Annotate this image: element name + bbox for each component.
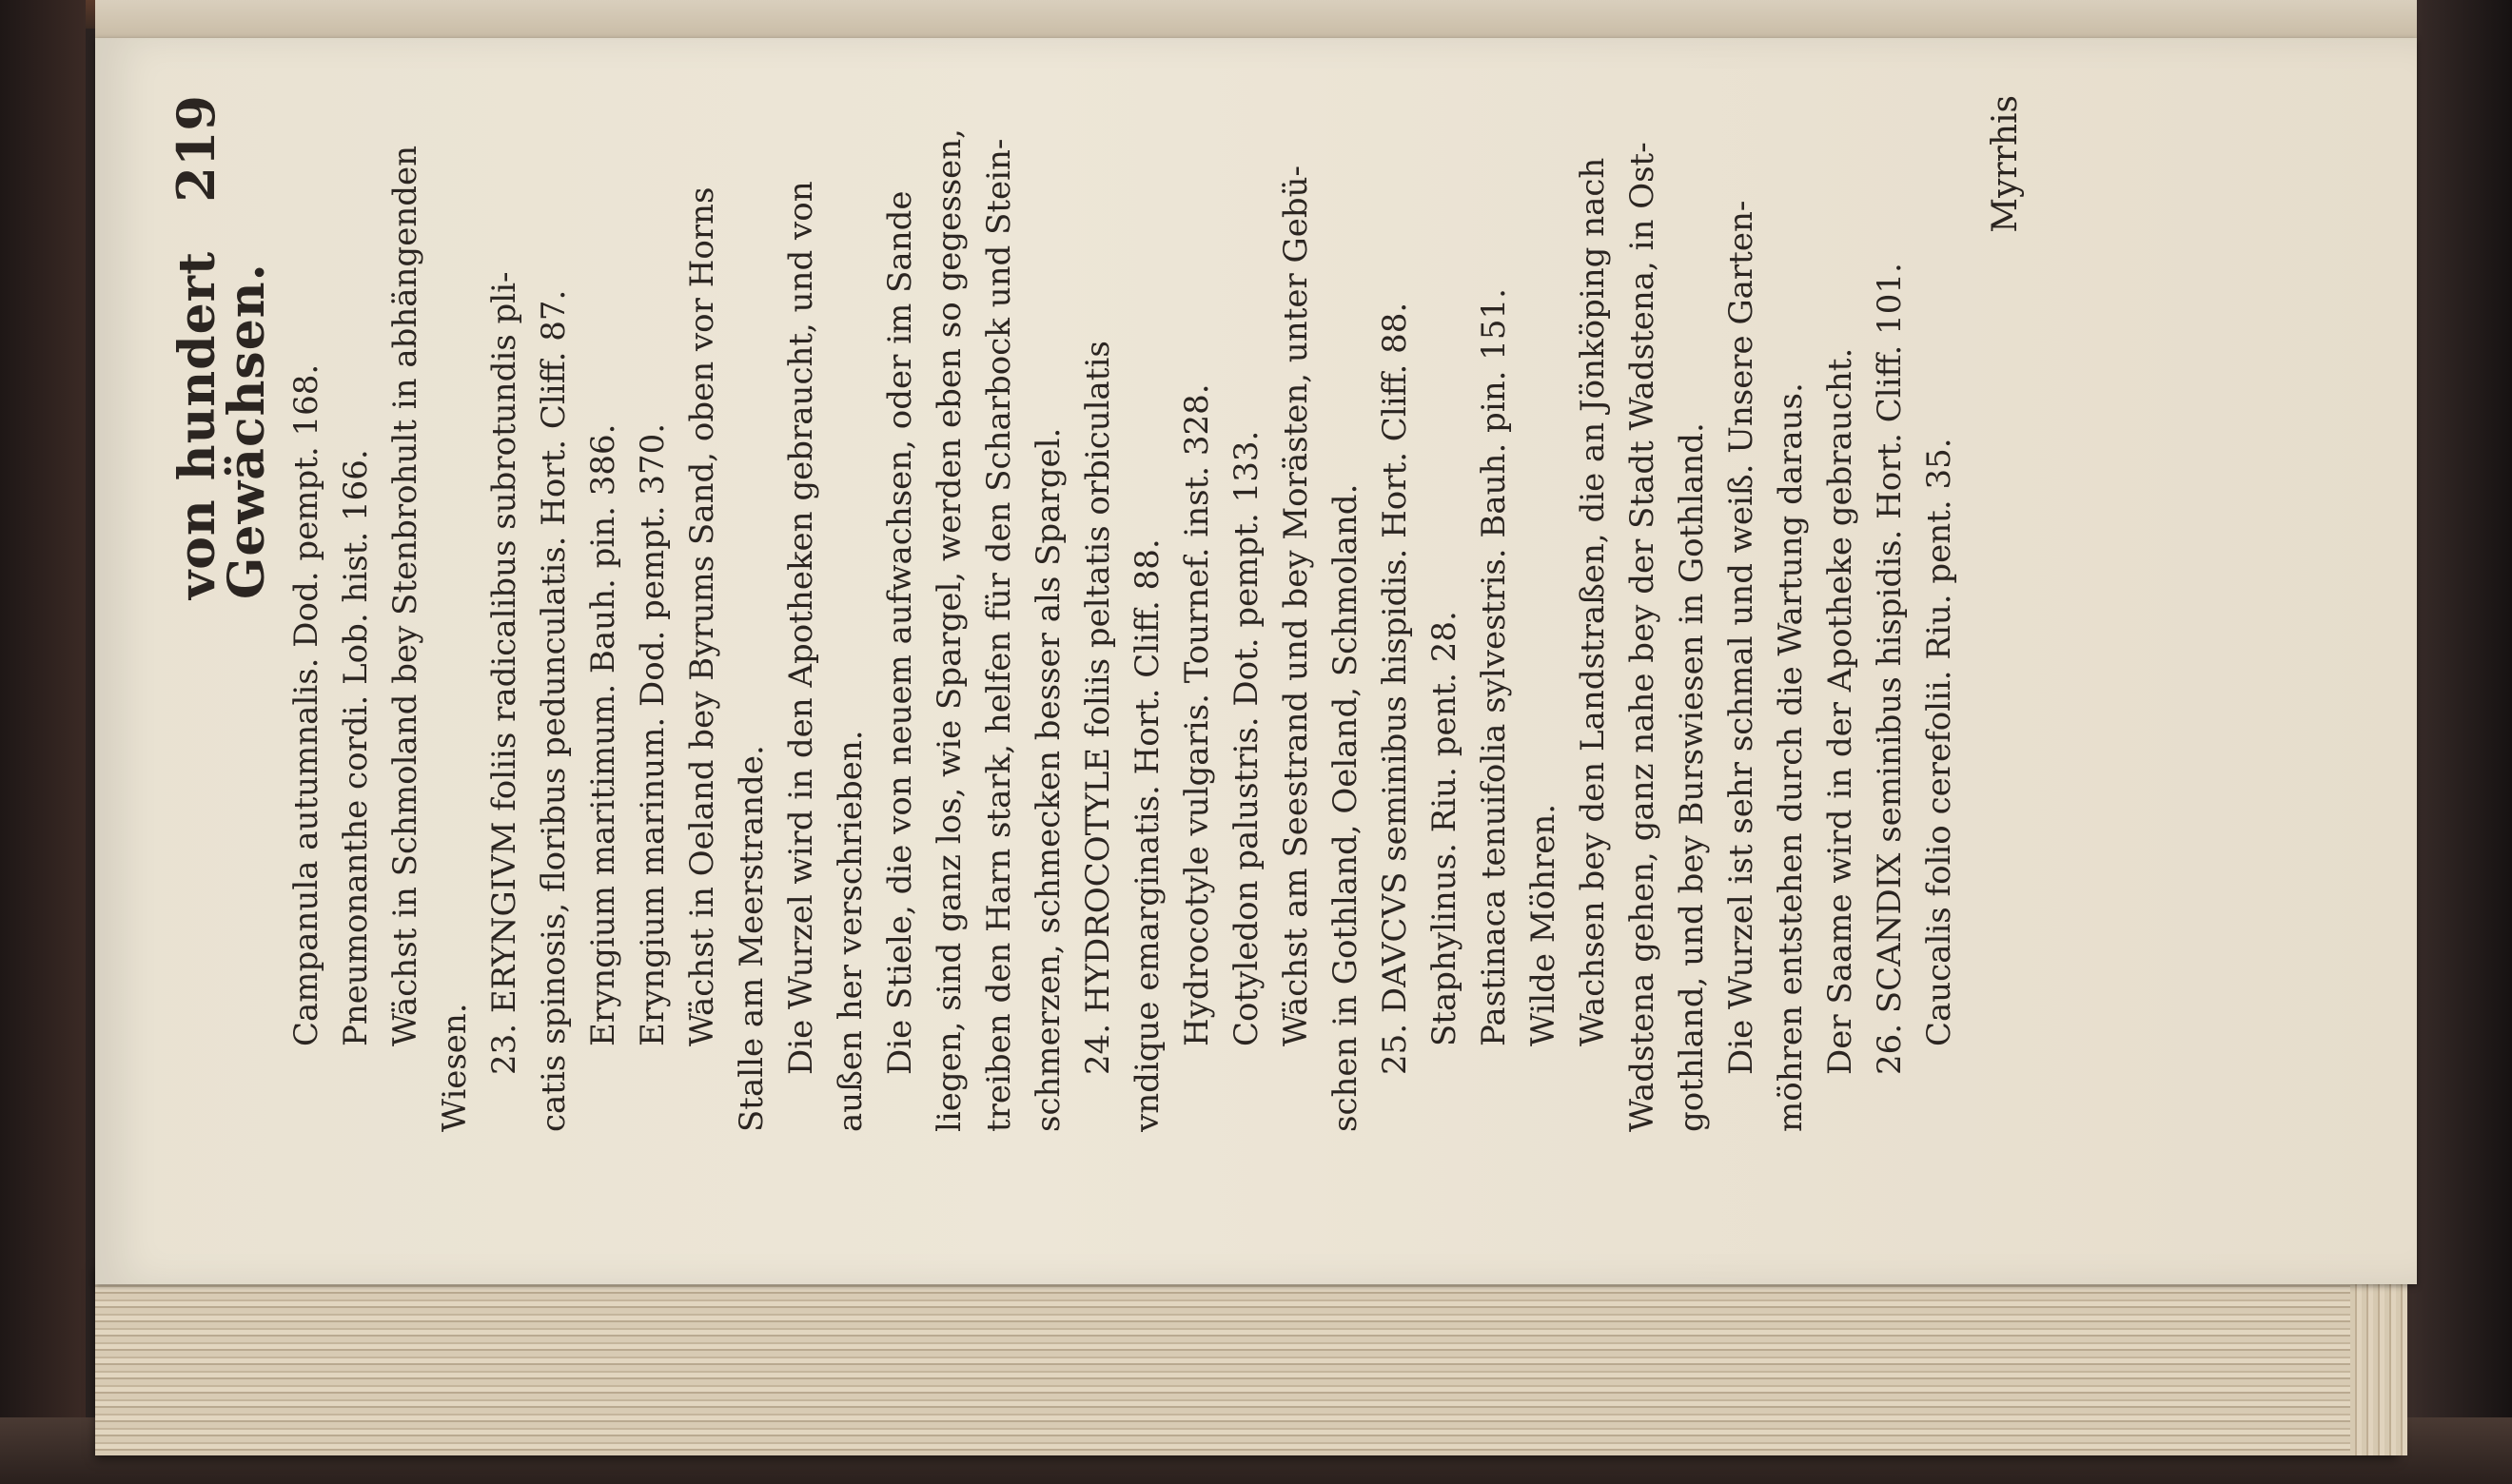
- text-line: Wadstena gehen, ganz nahe bey der Stadt Wadstena, in Ost-: [1623, 142, 1661, 1132]
- text-line: Wächst am Seestrand und bey Morästen, unter Gebü-: [1277, 166, 1315, 1046]
- text-line: vndique emarginatis. Hort. Cliff. 88.: [1128, 538, 1167, 1132]
- text-line: Pastinaca tenuifolia sylvestris. Bauh. pin. 151.: [1475, 288, 1513, 1046]
- text-line: Wiesen.: [436, 1003, 474, 1132]
- text-line: Stalle am Meerstrande.: [733, 745, 771, 1132]
- text-line: Caucalis folio cerefolii. Riu. pent. 35.: [1920, 438, 1958, 1046]
- text-line: liegen, sind ganz los, wie Spargel, werden eben so gegessen,: [931, 128, 969, 1132]
- catchword-row: [1981, 95, 2031, 1132]
- page-body: [282, 95, 1964, 1132]
- text-line: möhren entstehen durch die Wartung daraus.: [1772, 382, 1810, 1132]
- text-line: Wächst in Schmoland bey Stenbrohult in abhängenden: [386, 145, 424, 1046]
- text-line: Wächst in Oeland bey Byrums Sand, oben vor Horns: [683, 186, 721, 1046]
- book-cover-right: [2407, 0, 2512, 1484]
- text-line: Wachsen bey den Landstraßen, die an Jönköping nach: [1574, 157, 1612, 1046]
- text-line: treiben den Harn stark, helfen für den Scharbock und Stein-: [980, 138, 1018, 1132]
- text-line: Pneumonanthe cordi. Lob. hist. 166.: [337, 449, 375, 1046]
- text-line: gothland, und bey Burswiesen in Gothland.: [1673, 422, 1711, 1132]
- page-text-block: [114, 57, 2246, 1237]
- previous-page-edge: [95, 0, 2417, 38]
- text-line: Campanula autumnalis. Dod. pempt. 168.: [287, 363, 325, 1046]
- text-line: 26. SCANDIX seminibus hispidis. Hort. Cliff. 101.: [1871, 263, 1909, 1075]
- text-line: Cotyledon palustris. Dot. pempt. 133.: [1227, 430, 1266, 1046]
- text-line: 25. DAVCVS seminibus hispidis. Hort. Cliff. 88.: [1376, 302, 1414, 1075]
- text-line: schmerzen, schmecken besser als Spargel.: [1030, 427, 1068, 1132]
- page-stack-edges: [95, 1265, 2398, 1455]
- text-line: Die Stiele, die von neuem aufwachsen, oder im Sande: [881, 190, 919, 1075]
- text-line: Wilde Möhren.: [1524, 803, 1562, 1046]
- text-line: Hydrocotyle vulgaris. Tournef. inst. 328.: [1178, 383, 1216, 1046]
- text-line: Eryngium marinum. Dod. pempt. 370.: [634, 422, 672, 1046]
- page-number: 219: [166, 95, 226, 203]
- running-header: [166, 95, 276, 1132]
- book-cover-spine: [0, 0, 86, 1484]
- catchword: Myrrhis: [1986, 95, 2025, 233]
- text-line: Die Wurzel ist sehr schmal und weiß. Unsere Garten-: [1722, 200, 1760, 1075]
- running-title: von hundert Gewächsen.: [168, 250, 276, 599]
- text-line: schen in Gothland, Oeland, Schmoland.: [1326, 483, 1364, 1132]
- text-line: 24. HYDROCOTYLE foliis peltatis orbiculatis: [1079, 341, 1117, 1075]
- text-line: Der Saame wird in der Apotheke gebraucht.: [1821, 347, 1859, 1075]
- text-line: 23. ERYNGIVM foliis radicalibus subrotundis pli-: [485, 271, 523, 1075]
- text-line: catis spinosis, floribus pedunculatis. Hort. Cliff. 87.: [535, 289, 573, 1132]
- text-line: Die Wurzel wird in den Apotheken gebraucht, und von: [782, 181, 820, 1075]
- text-line: Eryngium maritimum. Bauh. pin. 386.: [584, 423, 622, 1046]
- text-line: außen her verschrieben.: [832, 730, 870, 1132]
- text-line: Staphylinus. Riu. pent. 28.: [1425, 611, 1463, 1046]
